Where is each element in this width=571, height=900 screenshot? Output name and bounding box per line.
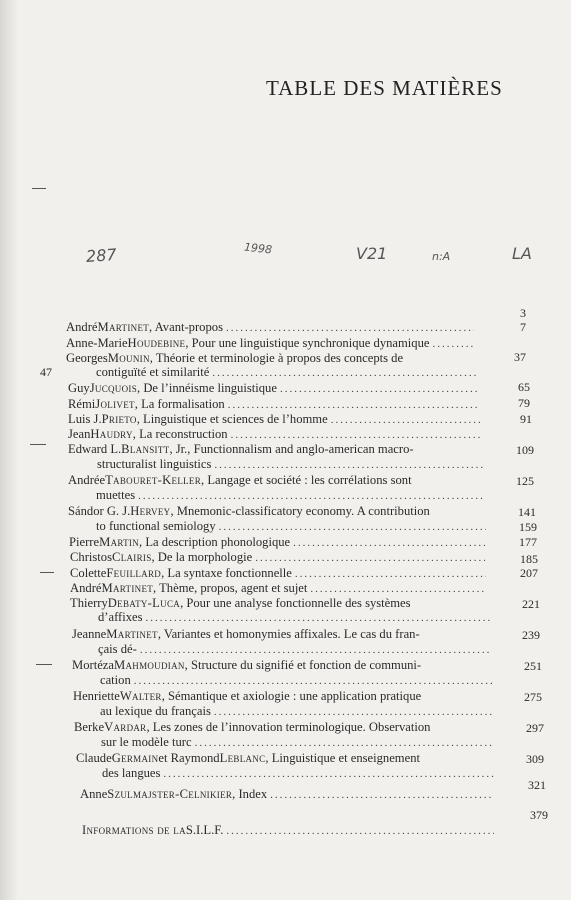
toc-author-surname: Germain	[111, 751, 159, 765]
toc-entry-title: , Pour une analyse fonctionnelle des systèmes	[180, 596, 411, 610]
toc-author-surname: Walter	[119, 689, 162, 703]
leader-dots	[293, 537, 485, 549]
toc-entry	[80, 787, 492, 802]
toc-entry-continuation	[96, 365, 476, 380]
toc-author-firstname: Anne	[80, 787, 108, 801]
toc-entry	[70, 581, 486, 596]
toc-author-firstname: André	[70, 581, 102, 595]
toc-entry-title: structuralist linguistics	[97, 457, 212, 471]
toc-entry-title: , Linguistique et enseignement	[265, 751, 420, 765]
toc-entry-title: , Jr., Functionnalism and anglo-american macro-	[169, 442, 414, 456]
toc-entry	[68, 473, 510, 488]
toc-entry-title: , Les zones de l’innovation terminologique. Observation	[146, 720, 431, 734]
toc-page-number: 207	[520, 566, 538, 580]
toc-entry-title: au lexique du français	[100, 704, 211, 718]
toc-page-number: 275	[524, 690, 542, 704]
leader-dots	[195, 737, 494, 749]
leader-dots	[134, 675, 492, 687]
toc-page-number: 309	[526, 752, 544, 766]
toc-entry	[82, 823, 494, 838]
leader-dots	[331, 414, 480, 426]
toc-page-number: 239	[522, 628, 540, 642]
toc-entry-title: , La syntaxe fonctionnelle	[161, 566, 292, 580]
toc-author-surname: Prieto	[101, 412, 137, 426]
toc-author-firstname: Georges	[66, 351, 108, 365]
toc-page-number: 65	[518, 380, 530, 394]
toc-author-surname: Hervey	[130, 504, 171, 518]
toc-page-number: 321	[528, 778, 546, 792]
toc-page-number: 3	[520, 306, 526, 320]
leader-dots	[231, 429, 480, 441]
toc-entry	[68, 412, 480, 427]
toc-author-surname: Martinet	[97, 320, 150, 334]
toc-entry-title: cation	[100, 673, 131, 687]
toc-entry-title: , Structure du signifié et fonction de communi-	[184, 658, 422, 672]
toc-author-firstname: Rémi	[68, 397, 96, 411]
toc-page-number: 221	[522, 597, 540, 611]
leader-dots	[212, 367, 476, 379]
toc-entry	[72, 627, 516, 642]
toc-author-surname: Vardar	[104, 720, 147, 734]
toc-entry-title: , La description phonologique	[139, 535, 291, 549]
toc-entry-continuation	[97, 457, 484, 472]
toc-author-firstname: Thierry	[70, 596, 108, 610]
toc-author-firstname: Jean	[68, 427, 91, 441]
leader-dots	[140, 644, 490, 656]
leader-dots	[214, 706, 492, 718]
toc-entry-continuation	[98, 610, 490, 625]
toc-entry-title: , Mnemonic-classificatory economy. A contribution	[170, 504, 430, 518]
toc-author-firstname: Luis J.	[68, 412, 102, 426]
leader-dots	[146, 612, 490, 624]
toc-author-firstname: Anne-Marie	[66, 336, 128, 350]
toc-entry	[66, 320, 474, 335]
leader-dots	[280, 383, 478, 395]
leader-dots	[255, 552, 485, 564]
toc-entry-continuation	[100, 673, 492, 688]
toc-entry-title: , De la morphologie	[151, 550, 253, 564]
leader-dots	[163, 768, 494, 780]
leader-dots	[219, 521, 486, 533]
toc-page-number: 47	[40, 365, 52, 379]
toc-entry	[68, 442, 510, 457]
toc-author-surname: Szulmajster-Celnikier	[107, 787, 233, 801]
toc-author-surname: Leblanc	[219, 751, 266, 765]
page-title: TABLE DES MATIÈRES	[266, 76, 503, 100]
toc-entry	[69, 535, 485, 550]
toc-entry-title: , Thème, propos, agent et sujet	[153, 581, 308, 595]
toc-author-firstname: Christos	[70, 550, 112, 564]
toc-author-firstname: André	[66, 320, 98, 334]
leader-dots	[433, 338, 475, 350]
toc-entry	[68, 504, 512, 519]
toc-author-surname: Martinet	[101, 581, 154, 595]
toc-entry-title: des langues	[102, 766, 161, 780]
toc-author-firstname: Andrée	[68, 473, 106, 487]
toc-entry-title: , De l’innéisme linguistique	[137, 381, 277, 395]
toc-author-surname: Clairis	[112, 550, 152, 564]
toc-author-firstname: Sándor G. J.	[68, 504, 131, 518]
toc-page-number: 379	[530, 808, 548, 822]
toc-entry-title: çais dé-	[98, 642, 137, 656]
toc-page-number: 125	[516, 474, 534, 488]
toc-entry-continuation	[100, 704, 492, 719]
toc-entry-title: to functional semiology	[96, 519, 216, 533]
leader-dots	[310, 583, 486, 595]
toc-page-number: 37	[514, 350, 526, 364]
toc-page-number: 185	[520, 552, 538, 566]
handwritten-note: LA	[512, 244, 532, 263]
toc-author-surname: Martinet	[106, 627, 158, 641]
leader-dots	[214, 459, 484, 471]
toc-page-number: 159	[519, 520, 537, 534]
toc-entry-title: , Avant-propos	[149, 320, 223, 334]
toc-entry-continuation	[98, 642, 490, 657]
toc-author-surname: Jolivet	[95, 397, 135, 411]
toc-author-firstname: Pierre	[69, 535, 100, 549]
toc-author-firstname: Berke	[74, 720, 105, 734]
toc-entry-continuation	[96, 519, 486, 534]
toc-entry-title: , Sémantique et axiologie : une application pratique	[161, 689, 422, 703]
handwritten-note: 1998	[243, 240, 273, 257]
toc-author-surname: Martin	[99, 535, 140, 549]
toc-page-number: 141	[518, 505, 536, 519]
toc-entry	[74, 720, 520, 735]
toc-author-firstname: Jeanne	[72, 627, 107, 641]
toc-entry	[73, 689, 518, 704]
toc-entry-title: sur le modèle turc	[101, 735, 192, 749]
toc-page-number: 251	[524, 659, 542, 673]
toc-author-surname: Jucquois	[89, 381, 138, 395]
toc-entry-title: muettes	[96, 488, 136, 502]
toc-author-surname: Tabouret-Keller	[105, 473, 202, 487]
toc-author-firstname: Guy	[68, 381, 90, 395]
toc-entry-title: , Linguistique et sciences de l’homme	[136, 412, 328, 426]
toc-author-surname: Haudry	[90, 427, 133, 441]
toc-author-firstname: Henriette	[73, 689, 120, 703]
toc-author-firstname: Mortéza	[72, 658, 114, 672]
toc-page-number: 109	[516, 443, 534, 457]
toc-author-firstname: Colette	[70, 566, 107, 580]
toc-page-number: 297	[526, 721, 544, 735]
toc-entry-title: , Variantes et homonymies affixales. Le cas du fran-	[157, 627, 420, 641]
toc-entry-title: contiguïté et similarité	[96, 365, 210, 379]
toc-author-surname: Houdebine	[127, 336, 186, 350]
toc-entry-title: , Théorie et terminologie à propos des concepts de	[149, 351, 404, 365]
toc-entry	[70, 566, 486, 581]
toc-entry	[76, 751, 520, 766]
toc-entry	[72, 658, 518, 673]
toc-author-surname: Informations de la	[82, 823, 186, 837]
toc-entry	[68, 397, 478, 412]
toc-page-number: 79	[518, 396, 530, 410]
leader-dots	[295, 568, 486, 580]
handwritten-note: n:A	[432, 250, 451, 263]
toc-entry-title: S.I.L.F.	[185, 823, 224, 837]
toc-entry	[70, 596, 516, 611]
leader-dots	[270, 789, 492, 801]
toc-entry-continuation	[101, 735, 494, 750]
toc-author-firstname: Claude	[76, 751, 112, 765]
toc-entry	[68, 427, 480, 442]
toc-entry-title: , La reconstruction	[132, 427, 228, 441]
handwritten-note: V21	[356, 244, 388, 263]
toc-entry-title: , Index	[232, 787, 268, 801]
toc-entry-title: , Pour une linguistique synchronique dynamique	[185, 336, 430, 350]
leader-dots	[226, 322, 474, 334]
toc-entry	[70, 550, 485, 565]
toc-entry-title: d’affixes	[98, 610, 143, 624]
toc-entry-continuation	[102, 766, 494, 781]
toc-entry	[68, 381, 478, 396]
toc-author-firstname: Edward L.	[68, 442, 122, 456]
handwritten-note: 287	[85, 244, 118, 267]
toc-page-number: 91	[520, 412, 532, 426]
leader-dots	[226, 825, 494, 837]
toc-entry-title: , Langage et société : les corrélations sont	[201, 473, 412, 487]
toc-author-surname: Feuillard	[106, 566, 162, 580]
leader-dots	[228, 399, 478, 411]
toc-entry-title: , La formalisation	[134, 397, 225, 411]
toc-entry-continuation	[96, 488, 484, 503]
toc-entry	[66, 351, 502, 366]
toc-author-surname: Blansitt	[121, 442, 170, 456]
toc-page-number: 177	[519, 535, 537, 549]
toc-page-number: 7	[520, 320, 526, 334]
toc-author-surname: Mahmoudian	[113, 658, 185, 672]
toc-author-surname: Mounin	[107, 351, 150, 365]
toc-author-surname: Debaty-Luca	[107, 596, 181, 610]
toc-entry	[66, 336, 474, 351]
leader-dots	[138, 490, 484, 502]
toc-entry-title: et Raymond	[158, 751, 220, 765]
